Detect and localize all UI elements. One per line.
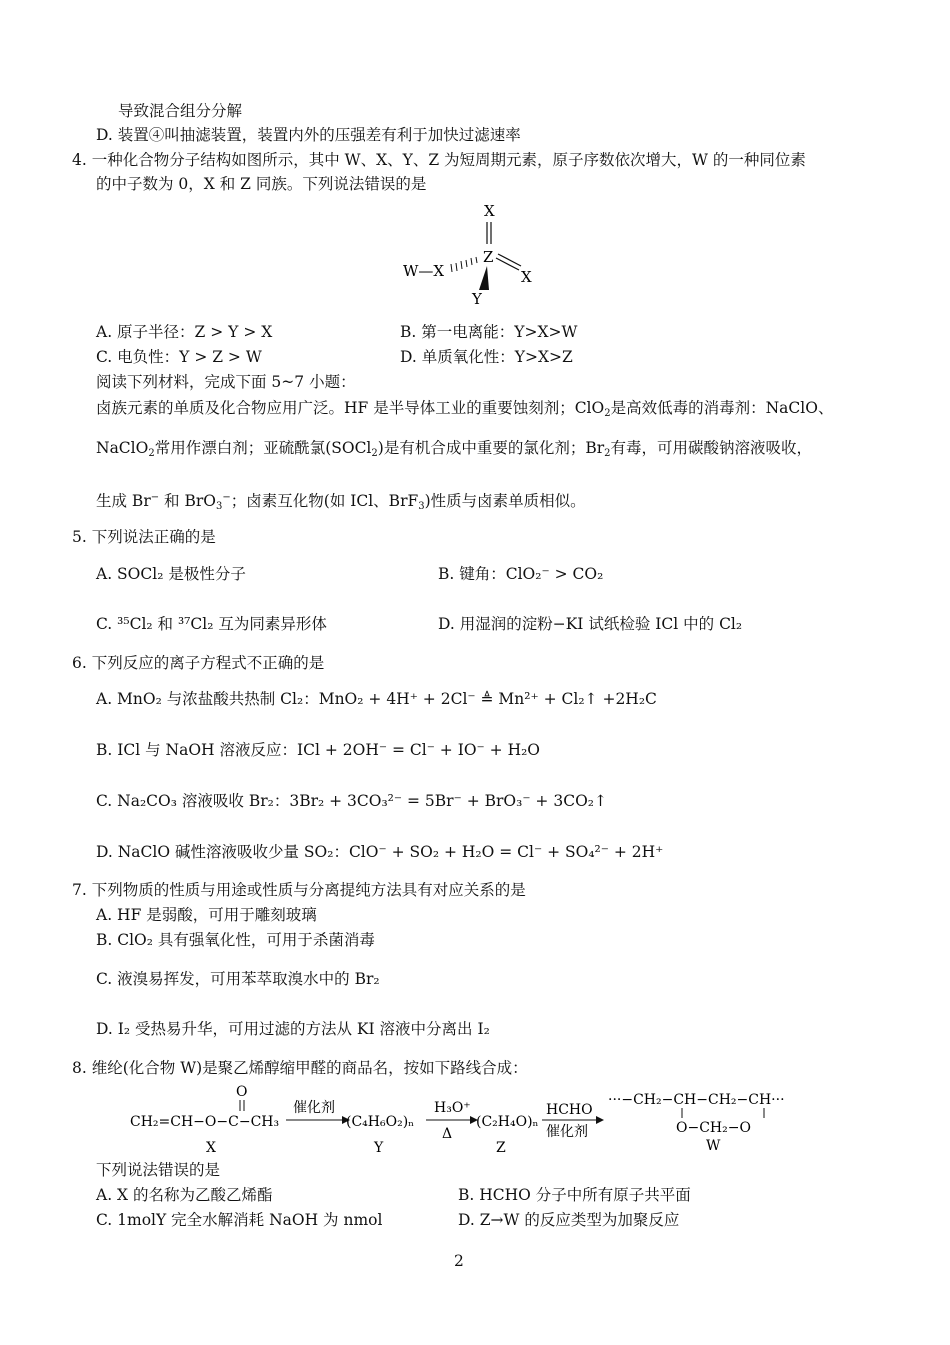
q6-option-d: D. NaClO 碱性溶液吸收少量 SO₂：ClO⁻ + SO₂ + H₂O = Cl⁻ + SO₄²⁻ + 2H⁺ bbox=[96, 843, 664, 861]
w-label: W bbox=[706, 1138, 721, 1154]
x-carbonyl-o: O bbox=[236, 1084, 248, 1100]
q6-option-a: A. MnO₂ 与浓盐酸共热制 Cl₂：MnO₂ + 4H⁺ + 2Cl⁻ ≜ Mn²⁺ + Cl₂↑ +2H₂C bbox=[96, 690, 657, 708]
q3-option-d: D. 装置④叫抽滤装置，装置内外的压强差有利于加快过滤速率 bbox=[96, 126, 521, 144]
q4-option-d: D. 单质氧化性：Y>X>Z bbox=[400, 348, 573, 366]
fig-bottom-y: Y bbox=[472, 290, 482, 308]
q6-option-c: C. Na₂CO₃ 溶液吸收 Br₂：3Br₂ + 3CO₃²⁻ = 5Br⁻ + BrO₃⁻ + 3CO₂↑ bbox=[96, 792, 607, 810]
q6-option-b: B. ICl 与 NaOH 溶液反应：ICl + 2OH⁻ = Cl⁻ + IO⁻ + H₂O bbox=[96, 741, 541, 759]
arrow2-reagent: H₃O⁺ bbox=[434, 1100, 471, 1116]
q7-option-c: C. 液溴易挥发，可用苯萃取溴水中的 Br₂ bbox=[96, 970, 380, 988]
q8-synthesis-scheme bbox=[130, 1078, 820, 1158]
q3-continuation: 导致混合组分分解 bbox=[118, 102, 243, 120]
q5-option-c: C. ³⁵Cl₂ 和 ³⁷Cl₂ 互为同素异形体 bbox=[96, 615, 327, 633]
fig-center-z: Z bbox=[483, 248, 494, 266]
y-label: Y bbox=[374, 1140, 384, 1156]
q7-stem: 7. 下列物质的性质与用途或性质与分离提纯方法具有对应关系的是 bbox=[72, 881, 526, 899]
w-top: ···−CH₂−CH−CH₂−CH··· bbox=[608, 1092, 785, 1108]
x-label: X bbox=[206, 1140, 216, 1156]
q5-stem: 5. 下列说法正确的是 bbox=[72, 528, 216, 546]
arrow3-catalyst: 催化剂 bbox=[546, 1124, 588, 1140]
z-label: Z bbox=[496, 1140, 506, 1156]
q4-stem-line2: 的中子数为 0，X 和 Z 同族。下列说法错误的是 bbox=[96, 175, 427, 193]
q4-option-c: C. 电负性：Y > Z > W bbox=[96, 348, 262, 366]
w-bottom: O−CH₂−O bbox=[676, 1120, 751, 1136]
q5-option-a: A. SOCl₂ 是极性分子 bbox=[96, 565, 246, 583]
passage-line1: 卤族元素的单质及化合物应用广泛。HF 是半导体工业的重要蚀刻剂；ClO$_2$是高效低毒的消毒剂：NaClO、 bbox=[96, 399, 834, 419]
x-formula: CH₂=CH−O−C−CH₃ bbox=[130, 1114, 280, 1130]
q5-option-d: D. 用湿润的淀粉−KI 试纸检验 ICl 中的 Cl₂ bbox=[438, 615, 743, 633]
q4-option-a: A. 原子半径：Z > Y > X bbox=[96, 323, 273, 341]
q4-option-b: B. 第一电离能：Y>X>W bbox=[400, 323, 578, 341]
fig-top-x: X bbox=[484, 202, 495, 220]
q8-option-c: C. 1molY 完全水解消耗 NaOH 为 nmol bbox=[96, 1211, 383, 1229]
arrow2-heat: Δ bbox=[442, 1126, 453, 1142]
z-formula: (C₂H₄O)ₙ bbox=[476, 1114, 539, 1130]
q7-option-a: A. HF 是弱酸，可用于雕刻玻璃 bbox=[96, 906, 317, 924]
passage-line3: 生成 Br− 和 BrO$_3$−；卤素互化物(如 ICl、BrF$_3$)性质与卤素单质相似。 bbox=[96, 492, 586, 512]
q8-stem: 8. 维纶(化合物 W)是聚乙烯醇缩甲醛的商品名，按如下路线合成： bbox=[72, 1059, 528, 1077]
fig-left-wx: W—X bbox=[403, 262, 445, 280]
arrow1-catalyst: 催化剂 bbox=[293, 1100, 335, 1116]
fig-right-x: X bbox=[521, 268, 532, 286]
passage-line2: NaClO$_2$常用作漂白剂；亚硫酰氯(SOCl$_2$)是有机合成中重要的氯化剂；$Br_2$有毒，可用碳酸钠溶液吸收， bbox=[96, 439, 813, 459]
q8-option-b: B. HCHO 分子中所有原子共平面 bbox=[458, 1186, 691, 1204]
q7-option-d: D. I₂ 受热易升华，可用过滤的方法从 KI 溶液中分离出 I₂ bbox=[96, 1020, 490, 1038]
page-number: 2 bbox=[454, 1252, 464, 1270]
q6-stem: 6. 下列反应的离子方程式不正确的是 bbox=[72, 654, 325, 672]
q8-option-d: D. Z→W 的反应类型为加聚反应 bbox=[458, 1211, 680, 1229]
q4-stem-line1: 4. 一种化合物分子结构如图所示，其中 W、X、Y、Z 为短周期元素，原子序数依次增大，W 的一种同位素 bbox=[72, 151, 806, 169]
q8-sub-stem: 下列说法错误的是 bbox=[96, 1161, 221, 1179]
passage-intro: 阅读下列材料，完成下面 5~7 小题： bbox=[96, 373, 356, 391]
q8-option-a: A. X 的名称为乙酸乙烯酯 bbox=[96, 1186, 273, 1204]
y-formula: (C₄H₆O₂)ₙ bbox=[346, 1114, 415, 1130]
q5-option-b: B. 键角：ClO₂⁻ > CO₂ bbox=[438, 565, 604, 583]
arrow3-reagent: HCHO bbox=[546, 1102, 593, 1118]
q4-molecule-figure bbox=[395, 198, 545, 308]
q7-option-b: B. ClO₂ 具有强氧化性，可用于杀菌消毒 bbox=[96, 931, 375, 949]
